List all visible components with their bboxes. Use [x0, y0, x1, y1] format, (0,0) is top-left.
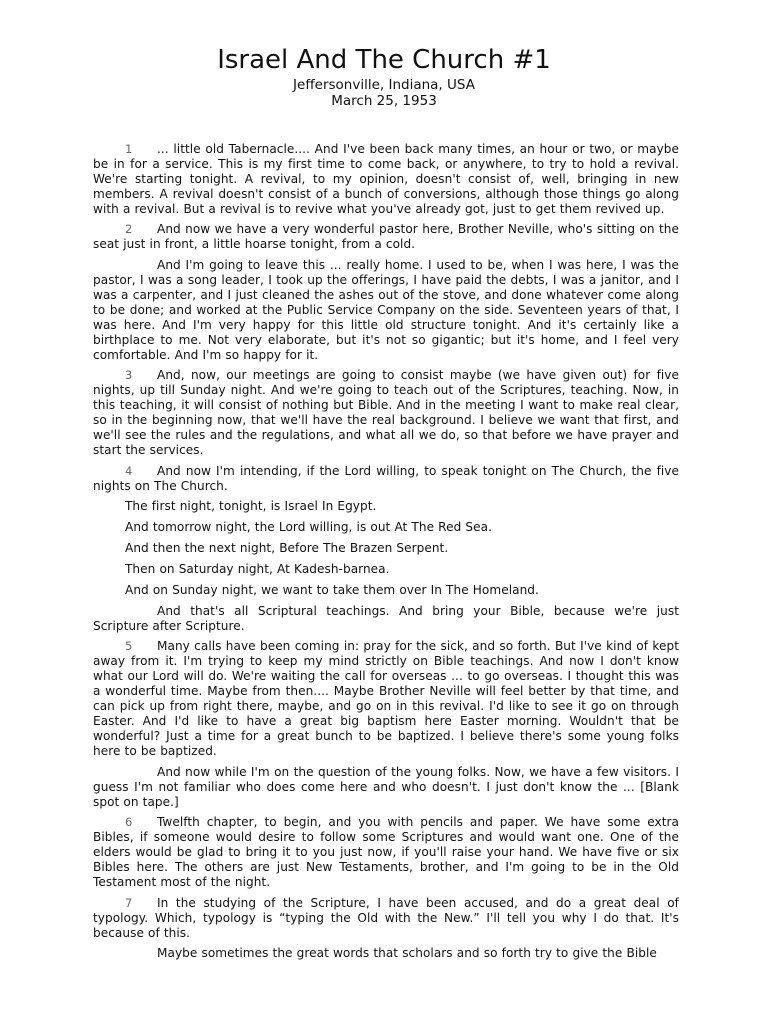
paragraph-number: 3 [125, 368, 133, 383]
sermon-date: March 25, 1953 [331, 93, 437, 109]
paragraph-text: And now while I'm on the question of the young folks. Now, we have a few visitors. I guess I'm not familiar who does come here and who doesn't. I just don't know the ... [Blank spot on tape.] [93, 764, 679, 809]
paragraph-text: Maybe sometimes the great words that scholars and so forth try to give the Bible [157, 945, 657, 960]
paragraph [93, 222, 679, 252]
sermon-title: Israel And The Church #1 [217, 45, 551, 75]
paragraph-text: And that's all Scriptural teachings. And bring your Bible, because we're just Scripture after Scripture. [93, 603, 679, 633]
paragraph-text: The first night, tonight, is Israel In Egypt. [125, 498, 377, 513]
paragraph-number: 4 [125, 463, 133, 478]
paragraph [93, 639, 679, 759]
paragraph-text: And, now, our meetings are going to consist maybe (we have given out) for five nights, up till Sunday night. And we're going to teach out of the Scriptures, teaching. Now, in this teaching, it will consist of nothing but Bible. And in the meeting I want to make real clear, so in the beginning now, that we'll have the real background. I believe we want that first, and we'll see the rules and the regulations, and what all we do, so that before we have prayer and start the services. [93, 368, 679, 458]
paragraph-text: And on Sunday night, we want to take them over In The Homeland. [125, 582, 539, 597]
paragraph-text: Many calls have been coming in: pray for the sick, and so forth. But I've kind of kept away from it. I'm trying to keep my mind strictly on Bible teachings. And now I don't know what our Lord will do. We're waiting the call for overseas ... to go overseas. I thought this was a wonderful time. Maybe from then.... Maybe Brother Neville will feel better by that time, and can pick up from right there, maybe, and go on in this revival. I'd like to see it go on through Easter. And I'd like to have a great big baptism here Easter morning. Wouldn't that be wonderful? Just a time for a great bunch to be baptized. I believe there's some young folks here to be baptized. [93, 639, 679, 759]
paragraph [93, 368, 679, 458]
paragraph-text: Then on Saturday night, At Kadesh-barnea. [125, 561, 390, 576]
paragraph-number: 6 [125, 815, 133, 830]
paragraph [93, 499, 679, 514]
sermon-location: Jeffersonville, Indiana, USA [293, 77, 475, 93]
sermon-body [93, 142, 679, 966]
paragraph-number: 5 [125, 639, 133, 654]
paragraph [93, 896, 679, 941]
paragraph-text: Twelfth chapter, to begin, and you with pencils and paper. We have some extra Bibles, if someone would desire to follow some Scriptures and would want one. One of the elders would be glad to bring it to you just now, if you'll raise your hand. We have five or six Bibles here. The others are just New Testaments, brother, and I'm going to be in the Old Testament most of the night. [93, 815, 679, 890]
paragraph [93, 142, 679, 217]
paragraph [93, 583, 679, 598]
paragraph [93, 562, 679, 577]
paragraph [93, 946, 679, 961]
paragraph-number: 1 [125, 142, 133, 156]
paragraph-text: In the studying of the Scripture, I have been accused, and do a great deal of typology. Which, typology is “typing the Old with the New.” I'll tell you why I do that. It's because of this. [93, 895, 679, 940]
paragraph-text: And I'm going to leave this ... really home. I used to be, when I was here, I was the pastor, I was a song leader, I took up the offerings, I have paid the debts, I was a janitor, and I was a carpenter, and I just cleaned the ashes out of the stove, and done whatever come along to be done; and worked at the Public Service Company on the side. Seventeen years of that, I was here. And I'm very happy for this little old structure tonight. And it's certainly like a birthplace to me. Not very elaborate, but it's not so gigantic; but it's home, and I feel very comfortable. And I'm so happy for it. [93, 257, 679, 362]
paragraph-text: And now I'm intending, if the Lord willing, to speak tonight on The Church, the five nights on The Church. [93, 463, 679, 493]
paragraph-text: And tomorrow night, the Lord willing, is out At The Red Sea. [125, 519, 492, 534]
paragraph-number: 7 [125, 895, 133, 910]
paragraph-number: 2 [125, 222, 133, 237]
paragraph-text: And now we have a very wonderful pastor here, Brother Neville, who's sitting on the seat just in front, a little hoarse tonight, from a cold. [93, 222, 679, 252]
paragraph-text: ... little old Tabernacle.... And I've been back many times, an hour or two, or maybe be in for a service. This is my first time to come back, or anywhere, to try to hold a revival. We're starting tonight. A revival, to my opinion, doesn't consist of, well, bringing in new members. A revival doesn't consist of a bunch of conversions, although those things go along with a revival. But a revival is to revive what you've already got, just to get them revived up. [93, 142, 679, 216]
paragraph [93, 520, 679, 535]
paragraph [93, 604, 679, 634]
paragraph [93, 258, 679, 363]
paragraph-text: And then the next night, Before The Brazen Serpent. [125, 540, 449, 555]
paragraph [93, 765, 679, 810]
paragraph [93, 464, 679, 494]
paragraph [93, 541, 679, 556]
paragraph [93, 815, 679, 890]
